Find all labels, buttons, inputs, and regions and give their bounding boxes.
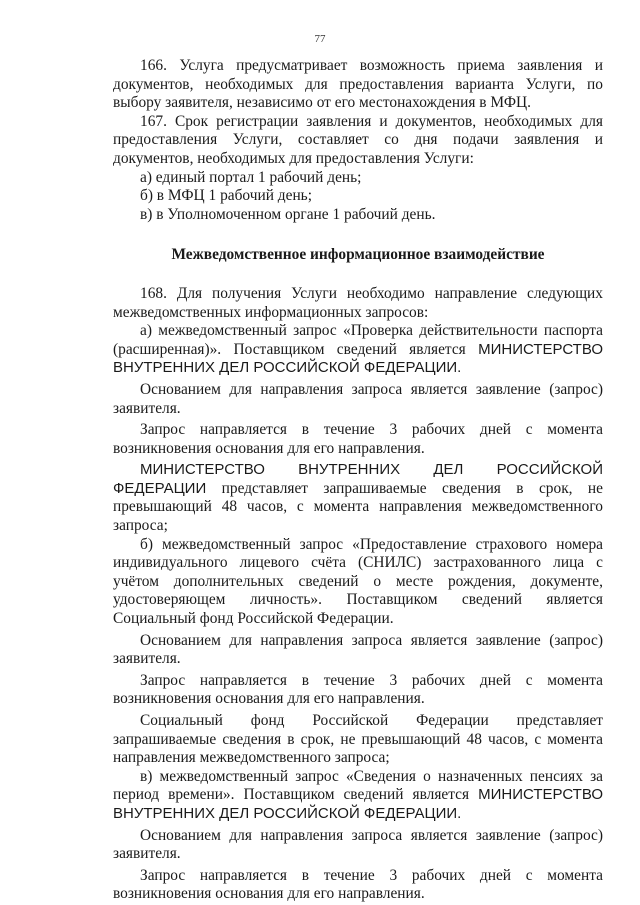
request-a bbox=[113, 322, 603, 378]
request-c-text: в) межведомственный запрос «Сведения о назначенных пенсиях за период времени». Поставщиком сведений является bbox=[113, 767, 603, 804]
list-item: в) в Уполномоченном органе 1 рабочий день. bbox=[140, 205, 436, 223]
request-c-provider: МИНИСТЕРСТВО ВНУТРЕННИХ ДЕЛ РОССИЙСКОЙ ФЕДЕРАЦИИ. bbox=[113, 786, 603, 822]
request-b-response: Социальный фонд Российской Федерации представляет запрашиваемые сведения в срок, не превышающий 48 часов, с момента направления межведомственного запроса; bbox=[113, 712, 603, 767]
section-heading: Межведомственное информационное взаимодействие bbox=[171, 246, 545, 264]
request-a-term: Запрос направляется в течение 3 рабочих дней с момента возникновения основания для его направления. bbox=[113, 421, 603, 457]
request-b-basis: Основанием для направления запроса является заявление (запрос) заявителя. bbox=[113, 631, 603, 668]
request-a-response bbox=[113, 461, 603, 535]
request-c-basis: Основанием для направления запроса является заявление (запрос) заявителя. bbox=[113, 826, 603, 863]
request-a-response-text: представляет запрашиваемые сведения в срок, не превышающий 48 часов, с момента направления межведомственного запроса; bbox=[113, 479, 603, 535]
paragraph-167: 167. Срок регистрации заявления и документов, необходимых для предоставления Услуги, составляет со дня подачи заявления и документов, необходимых для предоставления Услуги: bbox=[113, 112, 603, 167]
request-a-basis: Основанием для направления запроса является заявление (запрос) заявителя. bbox=[113, 380, 603, 417]
paragraph-166: 166. Услуга предусматривает возможность приема заявления и документов, необходимых для предоставления варианта Услуги, по выбору заявителя, независимо от его местонахождения в МФЦ. bbox=[113, 57, 603, 112]
request-a-text: а) межведомственный запрос «Проверка действительности паспорта (расширенная)». Поставщиком сведений является bbox=[113, 322, 603, 358]
paragraph-168: 168. Для получения Услуги необходимо направление следующих межведомственных информационных запросов: bbox=[113, 284, 603, 321]
request-a-response-provider: МИНИСТЕРСТВО ВНУТРЕННИХ ДЕЛ РОССИЙСКОЙ ФЕДЕРАЦИИ bbox=[113, 461, 603, 497]
list-item: б) в МФЦ 1 рабочий день; bbox=[140, 187, 312, 205]
list-item: а) единый портал 1 рабочий день; bbox=[140, 168, 362, 186]
request-b-term: Запрос направляется в течение 3 рабочих дней с момента возникновения основания для его направления. bbox=[113, 671, 603, 708]
request-c bbox=[113, 768, 603, 824]
page-number: 77 bbox=[314, 33, 326, 45]
document-body bbox=[113, 57, 603, 904]
request-c-term: Запрос направляется в течение 3 рабочих дней с момента возникновения основания для его направления. bbox=[113, 866, 603, 903]
registration-terms-list bbox=[113, 169, 603, 225]
request-b: б) межведомственный запрос «Предоставление страхового номера индивидуального лицевого счёта (СНИЛС) застрахованного лица с учётом дополнительных сведений о месте рождения, документе, удостоверяющем личность». Поставщиком сведений является Социальный фонд Российской Федерации. bbox=[113, 535, 603, 628]
request-a-provider: МИНИСТЕРСТВО ВНУТРЕННИХ ДЕЛ РОССИЙСКОЙ ФЕДЕРАЦИИ. bbox=[113, 340, 603, 377]
